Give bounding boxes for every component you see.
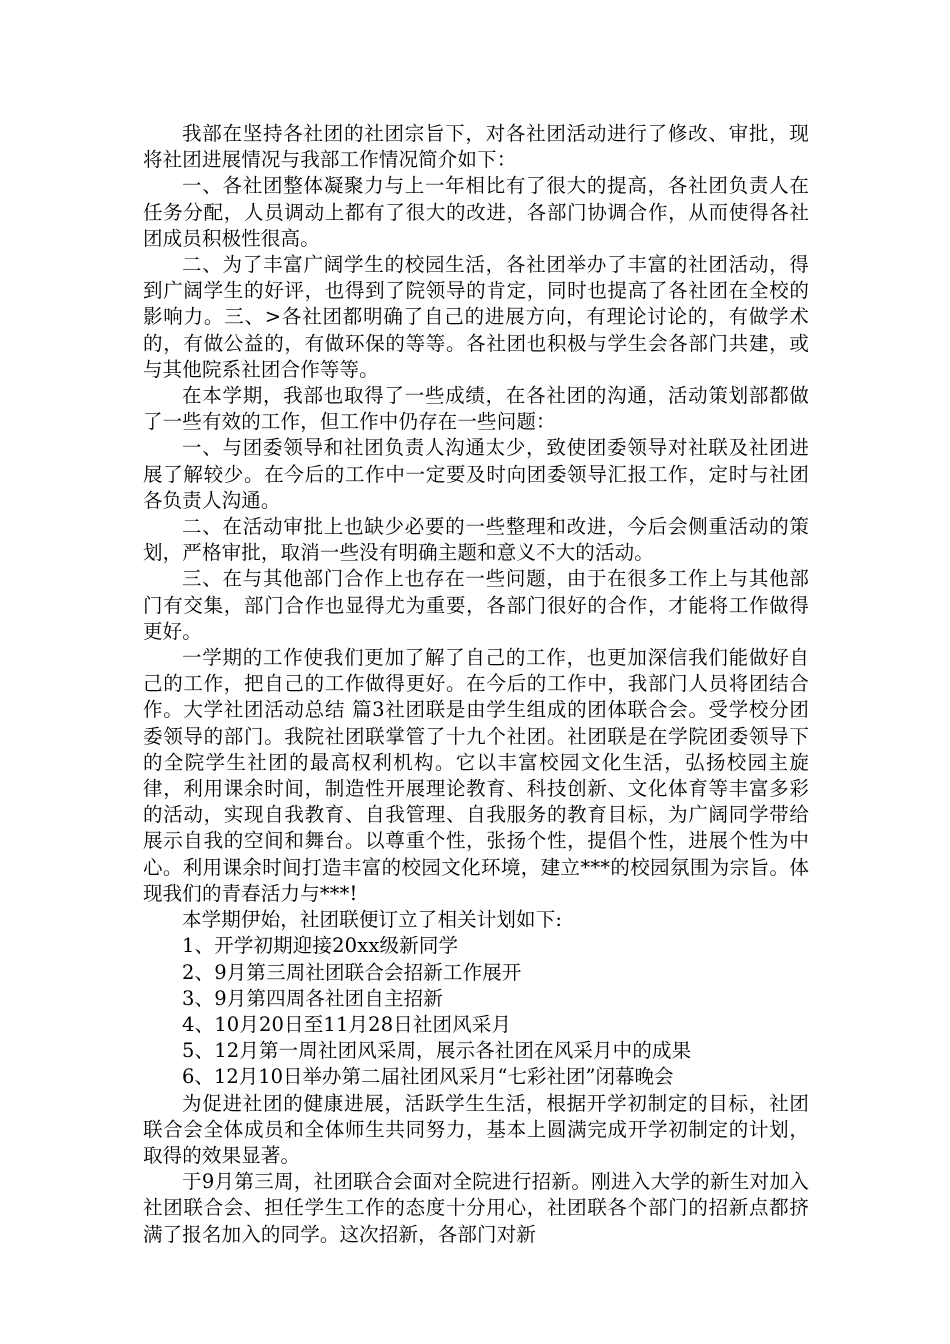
plan-item-2: 2、9月第三周社团联合会招新工作展开 <box>182 960 522 984</box>
paragraph-problem-1: 一、与团委领导和社团负责人沟通太少，致使团委领导对社联及社团进展了解较少。在今后的工作中一定要及时向团委领导汇报工作，定时与社团各负责人沟通。 <box>143 436 809 512</box>
paragraph-point-2-3: 二、为了丰富广阔学生的校园生活，各社团举办了丰富的社团活动，得到广阔学生的好评，也得到了院领导的肯定，同时也提高了各社团在全校的影响力。三、>各社团都明确了自己的进展方向，有理论讨论的，有做学术的，有做公益的，有做环保的等等。各社团也积极与学生会各部门共建，或与其他院系社团合作等等。 <box>143 253 809 381</box>
plan-item-6: 6、12月10日举办第二届社团风采月“七彩社团”闭幕晚会 <box>182 1065 674 1089</box>
paragraph-plan-intro: 本学期伊始，社团联便订立了相关计划如下: <box>182 908 563 932</box>
document-body <box>143 121 809 1248</box>
paragraph-point-1: 一、各社团整体凝聚力与上一年相比有了很大的提高，各社团负责人在任务分配，人员调动上都有了很大的改进，各部门协调合作，从而使得各社团成员积极性很高。 <box>143 174 809 250</box>
paragraph-problem-2: 二、在活动审批上也缺少必要的一些整理和改进，今后会侧重活动的策划，严格审批，取消一些没有明确主题和意义不大的活动。 <box>143 515 809 565</box>
paragraph-recruitment: 于9月第三周，社团联合会面对全院进行招新。刚进入大学的新生对加入社团联合会、担任学生工作的态度十分用心，社团联各个部门的招新点都挤满了报名加入的同学。这次招新，各部门对新 <box>143 1170 809 1246</box>
plan-item-5: 5、12月第一周社团风采周，展示各社团在风采月中的成果 <box>182 1039 692 1063</box>
paragraph-results: 为促进社团的健康进展，活跃学生生活，根据开学初制定的目标，社团联合会全体成员和全体师生共同努力，基本上圆满完成开学初制定的计划，取得的效果显著。 <box>143 1091 809 1167</box>
plan-item-4: 4、10月20日至11月28日社团风采月 <box>182 1012 512 1036</box>
paragraph-problem-3: 三、在与其他部门合作上也存在一些问题，由于在很多工作上与其他部门有交集，部门合作也显得尤为重要，各部门很好的合作，才能将工作做得更好。 <box>143 567 809 643</box>
paragraph-intro: 我部在坚持各社团的社团宗旨下，对各社团活动进行了修改、审批，现将社团进展情况与我部工作情况简介如下： <box>143 122 809 172</box>
paragraph-summary: 一学期的工作使我们更加了解了自己的工作，也更加深信我们能做好自己的工作，把自己的工作做得更好。在今后的工作中，我部门人员将团结合作。大学社团活动总结 篇3社团联是由学生组成的团体联合会。受学校分团委领导的部门。我院社团联掌管了十九个社团。社团联是在学院团委领导下的全院学生社团的最高权利机构。它以丰富校园文化生活，弘扬校园主旋律，利用课余时间，制造性开展理论教育、科技创新、文化体育等丰富多彩的活动，实现自我教育、自我管理、自我服务的教育目标，为广阔同学带给展示自我的空间和舞台。以尊重个性，张扬个性，提倡个性，进展个性为中心。利用课余时间打造丰富的校园文化环境，建立***的校园氛围为宗旨。体现我们的青春活力与***! <box>143 646 809 905</box>
plan-item-3: 3、9月第四周各社团自主招新 <box>182 986 443 1010</box>
paragraph-achievements: 在本学期，我部也取得了一些成绩，在各社团的沟通，活动策划部都做了一些有效的工作，但工作中仍存在一些问题： <box>143 384 809 434</box>
plan-item-1: 1、开学初期迎接20xx级新同学 <box>182 934 459 958</box>
